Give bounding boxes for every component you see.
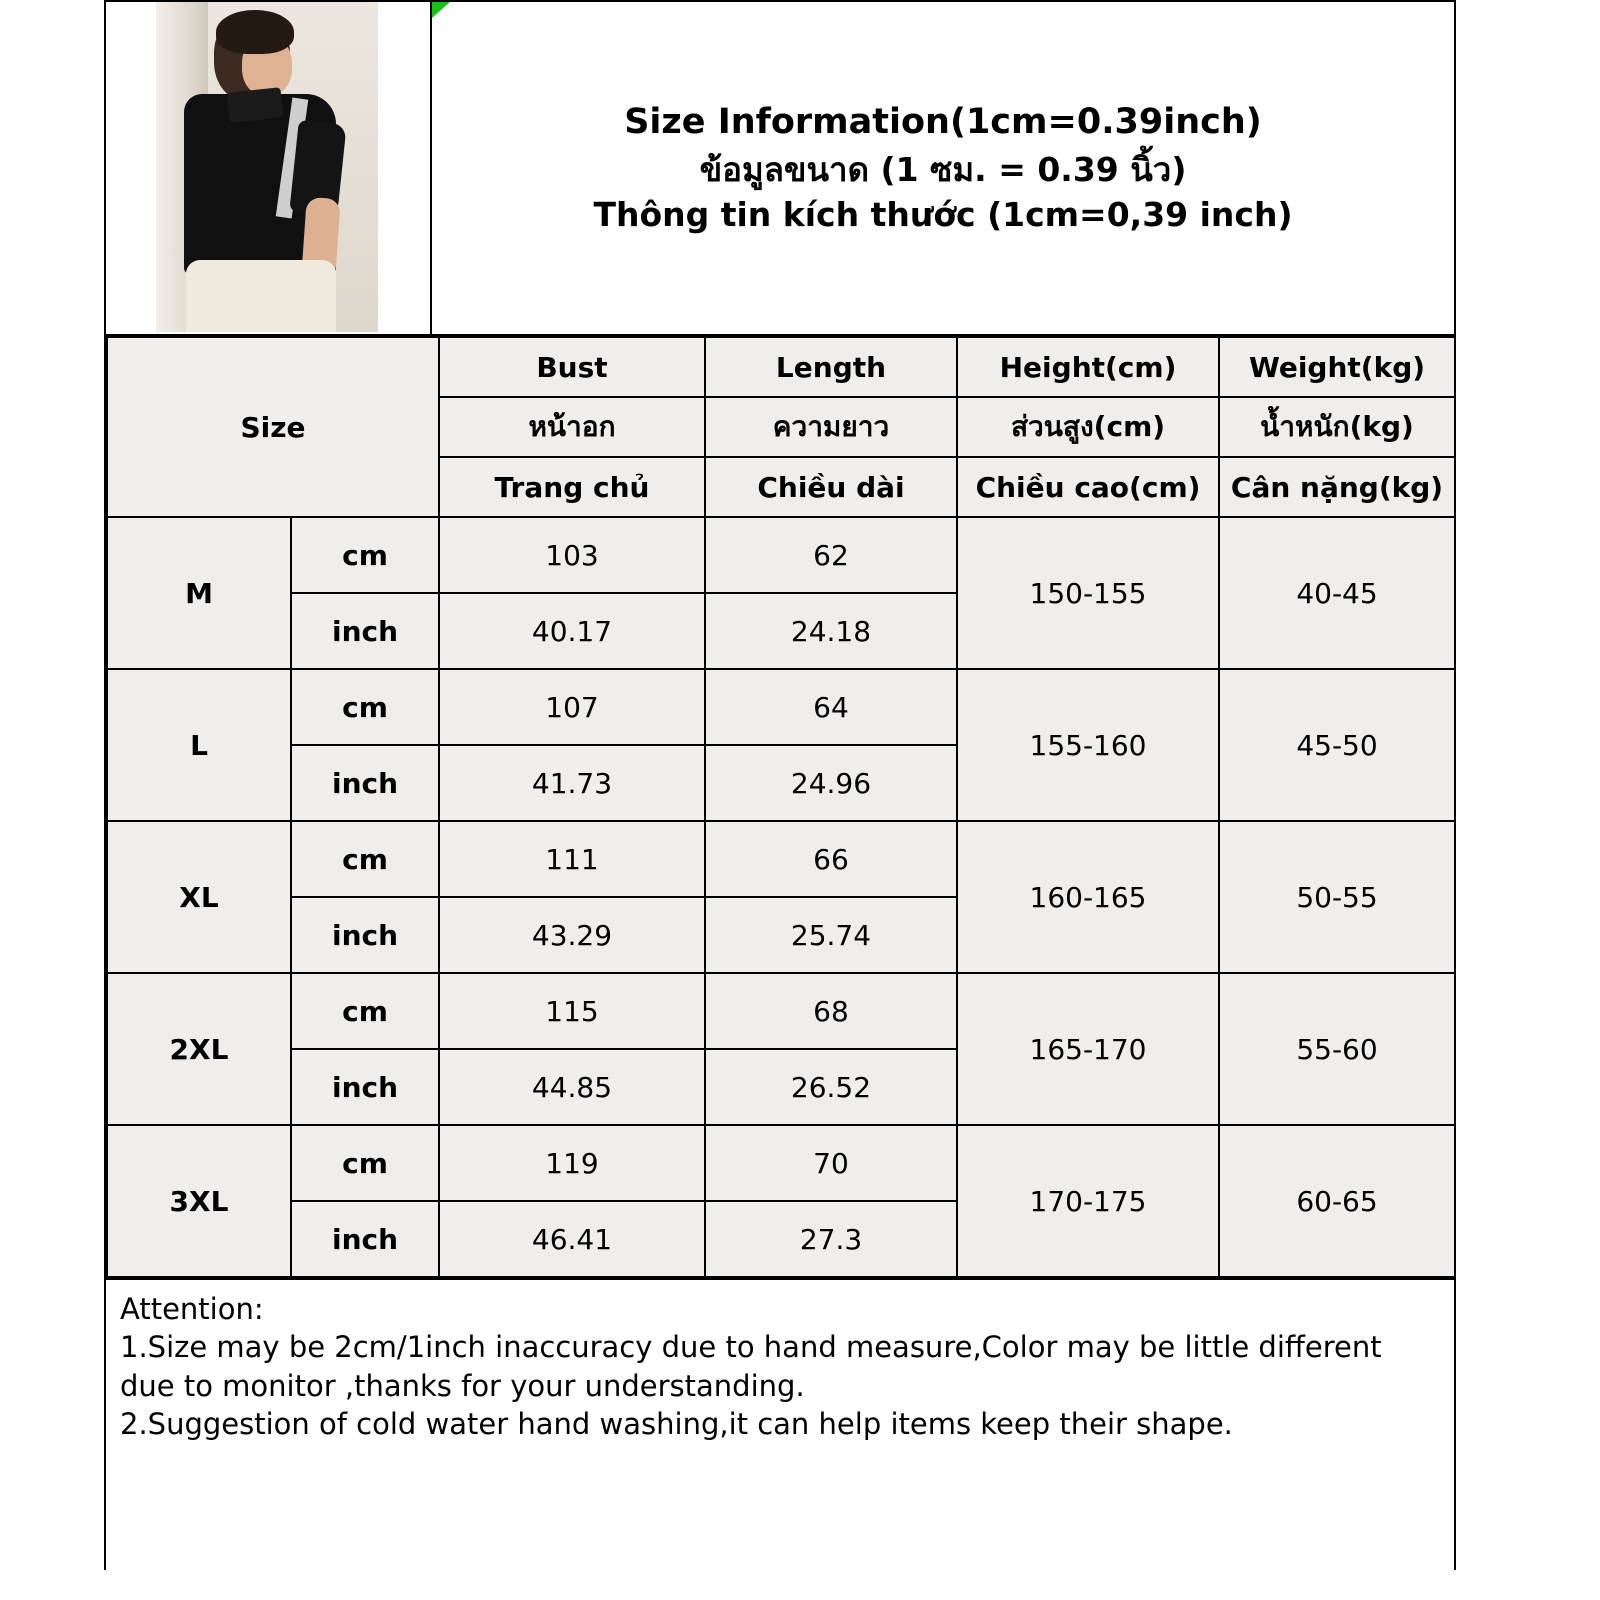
cell-length-cm: 64 [705,669,957,745]
row-unit-inch: inch [291,745,439,821]
header-length-en: Length [705,337,957,397]
header-weight-th: น้ำหนัก(kg) [1219,397,1455,457]
model-hair [216,10,294,54]
cell-bust-cm: 103 [439,517,705,593]
header-height-en: Height(cm) [957,337,1219,397]
size-column-header: Size [107,337,439,517]
cell-length-inch: 25.74 [705,897,957,973]
size-chart-page [104,0,1456,1570]
row-size-label: XL [107,821,291,973]
cell-length-cm: 62 [705,517,957,593]
row-unit-inch: inch [291,593,439,669]
header-length-vi: Chiều dài [705,457,957,517]
row-unit-cm: cm [291,1125,439,1201]
row-unit-cm: cm [291,973,439,1049]
cell-weight: 40-45 [1219,517,1455,669]
row-unit-inch: inch [291,897,439,973]
cell-weight: 50-55 [1219,821,1455,973]
title-thai: ข้อมูลขนาด (1 ซม. = 0.39 นิ้ว) [699,149,1187,189]
cell-bust-cm: 119 [439,1125,705,1201]
row-size-label: M [107,517,291,669]
table-row [107,821,1455,897]
cell-length-cm: 66 [705,821,957,897]
header-band [106,2,1454,336]
cell-bust-inch: 43.29 [439,897,705,973]
cell-length-inch: 27.3 [705,1201,957,1277]
header-weight-vi: Cân nặng(kg) [1219,457,1455,517]
cell-height: 160-165 [957,821,1219,973]
cell-length-cm: 70 [705,1125,957,1201]
table-row [107,1125,1455,1201]
cell-bust-cm: 107 [439,669,705,745]
cell-length-inch: 24.96 [705,745,957,821]
cell-bust-cm: 111 [439,821,705,897]
row-unit-inch: inch [291,1201,439,1277]
attention-note [106,1278,1454,1570]
attention-line-2: due to monitor ,thanks for your understanding. [120,1368,805,1403]
table-header-row-en [107,337,1455,397]
cell-length-cm: 68 [705,973,957,1049]
row-unit-cm: cm [291,517,439,593]
attention-heading: Attention: [120,1292,264,1326]
table-row [107,517,1455,593]
cell-height: 165-170 [957,973,1219,1125]
cell-bust-inch: 41.73 [439,745,705,821]
table-row [107,669,1455,745]
attention-line-1: 1.Size may be 2cm/1inch inaccuracy due to hand measure,Color may be little different [120,1330,1382,1365]
header-weight-en: Weight(kg) [1219,337,1455,397]
green-corner-marker [432,2,450,18]
cell-length-inch: 24.18 [705,593,957,669]
cell-height: 150-155 [957,517,1219,669]
row-unit-inch: inch [291,1049,439,1125]
row-size-label: 3XL [107,1125,291,1277]
cell-bust-inch: 40.17 [439,593,705,669]
header-height-th: ส่วนสูง(cm) [957,397,1219,457]
size-table [106,336,1456,1278]
cell-weight: 45-50 [1219,669,1455,821]
cell-height: 170-175 [957,1125,1219,1277]
attention-line-3: 2.Suggestion of cold water hand washing,it can help items keep their shape. [120,1406,1233,1441]
row-size-label: 2XL [107,973,291,1125]
header-height-vi: Chiều cao(cm) [957,457,1219,517]
cell-bust-inch: 44.85 [439,1049,705,1125]
cell-weight: 55-60 [1219,973,1455,1125]
cell-height: 155-160 [957,669,1219,821]
row-size-label: L [107,669,291,821]
model-shirt-collar [227,87,284,122]
row-unit-cm: cm [291,821,439,897]
header-bust-vi: Trang chủ [439,457,705,517]
table-row [107,973,1455,1049]
header-bust-en: Bust [439,337,705,397]
product-photo-cell [106,2,432,334]
title-vietnamese: Thông tin kích thước (1cm=0,39 inch) [593,195,1293,235]
model-photo [156,2,378,332]
row-unit-cm: cm [291,669,439,745]
title-block [432,2,1454,334]
cell-weight: 60-65 [1219,1125,1455,1277]
header-length-th: ความยาว [705,397,957,457]
cell-bust-inch: 46.41 [439,1201,705,1277]
title-english: Size Information(1cm=0.39inch) [624,102,1262,143]
cell-bust-cm: 115 [439,973,705,1049]
header-bust-th: หน้าอก [439,397,705,457]
cell-length-inch: 26.52 [705,1049,957,1125]
model-pants [186,260,336,332]
